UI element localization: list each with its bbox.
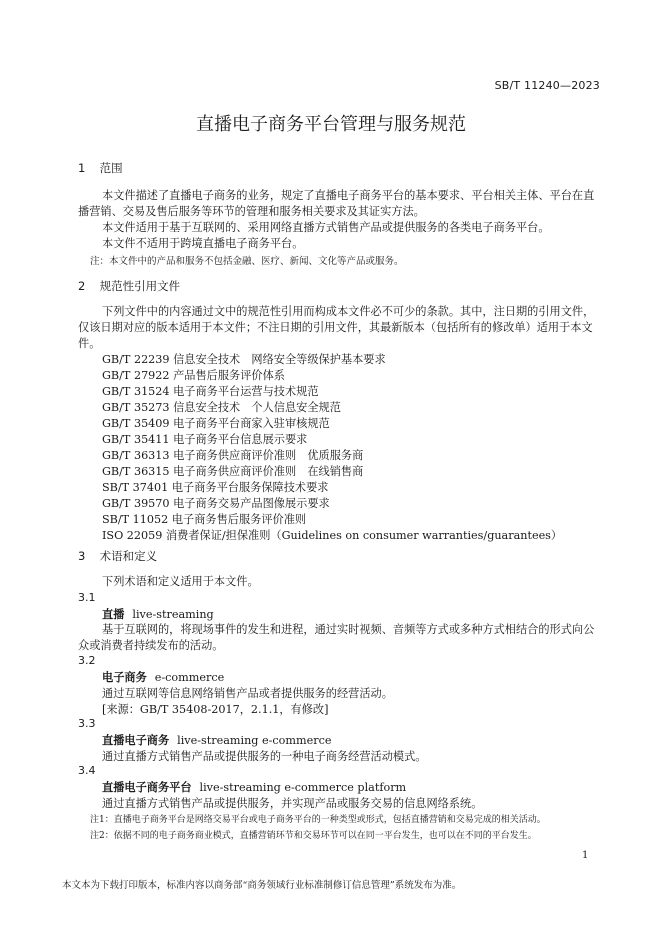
reference-item: GB/T 27922 产品售后服务评价体系	[102, 369, 285, 382]
term-definition: 通过直播方式销售产品或提供服务的一种电子商务经营活动模式。	[102, 750, 427, 763]
term-heading	[102, 669, 224, 685]
term-zh: 直播	[102, 608, 125, 621]
term-en: live-streaming e-commerce platform	[199, 781, 407, 794]
section-1-paragraph-1: 本文件描述了直播电子商务的业务，规定了直播电子商务平台的基本要求、平台相关主体、平台在直播营销、交易及售后服务等环节的管理和服务相关要求及其证实方法。	[78, 189, 595, 218]
reference-item: GB/T 31524 电子商务平台运营与技术规范	[102, 385, 319, 398]
term-en: live-streaming e-commerce	[177, 734, 332, 747]
term-source: [来源：GB/T 35408-2017，2.1.1，有修改]	[102, 703, 329, 716]
section-1-heading	[78, 160, 123, 176]
reference-item: GB/T 35409 电子商务平台商家入驻审核规范	[102, 417, 330, 430]
term-en: e-commerce	[154, 671, 225, 684]
section-number: 1	[78, 161, 86, 175]
term-definition: 基于互联网的，将现场事件的发生和进程，通过实时视频、音频等方式或多种方式相结合的形式向公众或消费者持续发布的活动。	[78, 623, 595, 652]
section-number: 2	[78, 279, 86, 293]
term-number: 3.2	[78, 654, 96, 667]
document-title: 直播电子商务平台管理与服务规范	[196, 114, 466, 135]
term-heading	[102, 779, 406, 795]
term-number: 3.1	[78, 591, 96, 604]
footer-disclaimer: 本文本为下载打印版本，标准内容以商务部“商务领域行业标准制修订信息管理”系统发布为准。	[62, 880, 462, 891]
term-note-2: 注2：依据不同的电子商务商业模式，直播营销环节和交易环节可以在同一平台发生，也可以在不同的平台发生。	[90, 831, 537, 841]
section-2-intro: 下列文件中的内容通过文中的规范性引用而构成本文件必不可少的条款。其中，注日期的引用文件，仅该日期对应的版本适用于本文件；不注日期的引用文件，其最新版本（包括所有的修改单）适用于本文件。	[78, 305, 595, 350]
term-zh: 直播电子商务	[102, 734, 170, 747]
term-zh: 直播电子商务平台	[102, 781, 192, 794]
term-number: 3.3	[78, 717, 96, 730]
reference-item: SB/T 11052 电子商务售后服务评价准则	[102, 513, 307, 526]
reference-item: GB/T 36315 电子商务供应商评价准则 在线销售商	[102, 465, 364, 478]
section-3-intro: 下列术语和定义适用于本文件。	[102, 575, 259, 588]
section-1-paragraph-3: 本文件不适用于跨境直播电子商务平台。	[102, 237, 304, 250]
section-title: 范围	[99, 161, 123, 175]
term-note-1: 注1：直播电子商务平台是网络交易平台或电子商务平台的一种类型或形式，包括直播营销和交易完成的相关活动。	[90, 815, 546, 825]
section-number: 3	[78, 549, 86, 563]
section-2-heading	[78, 278, 180, 294]
section-1-note: 注：本文件中的产品和服务不包括金融、医疗、新闻、文化等产品或服务。	[90, 256, 404, 267]
page-number: 1	[582, 850, 589, 861]
term-en: live-streaming	[132, 608, 214, 621]
reference-item: ISO 22059 消费者保证/担保准则（Guidelines on consumer warranties/guarantees）	[102, 529, 563, 542]
reference-item: GB/T 39570 电子商务交易产品图像展示要求	[102, 497, 330, 510]
reference-item: GB/T 35411 电子商务平台信息展示要求	[102, 433, 308, 446]
reference-item: GB/T 22239 信息安全技术 网络安全等级保护基本要求	[102, 353, 386, 366]
reference-item: SB/T 37401 电子商务平台服务保障技术要求	[102, 481, 329, 494]
section-1-paragraph-2: 本文件适用于基于互联网的、采用网络直播方式销售产品或提供服务的各类电子商务平台。	[102, 221, 550, 234]
section-title: 规范性引用文件	[99, 279, 181, 293]
section-3-heading	[78, 548, 157, 564]
term-number: 3.4	[78, 764, 96, 777]
reference-item: GB/T 36313 电子商务供应商评价准则 优质服务商	[102, 449, 364, 462]
term-heading	[102, 606, 214, 622]
term-definition: 通过互联网等信息网络销售产品或者提供服务的经营活动。	[102, 687, 393, 700]
standard-code: SB/T 11240—2023	[494, 79, 600, 92]
reference-item: GB/T 35273 信息安全技术 个人信息安全规范	[102, 401, 341, 414]
section-title: 术语和定义	[99, 549, 158, 563]
term-zh: 电子商务	[102, 671, 147, 684]
term-definition: 通过直播方式销售产品或提供服务，并实现产品或服务交易的信息网络系统。	[102, 797, 483, 810]
term-heading	[102, 732, 331, 748]
